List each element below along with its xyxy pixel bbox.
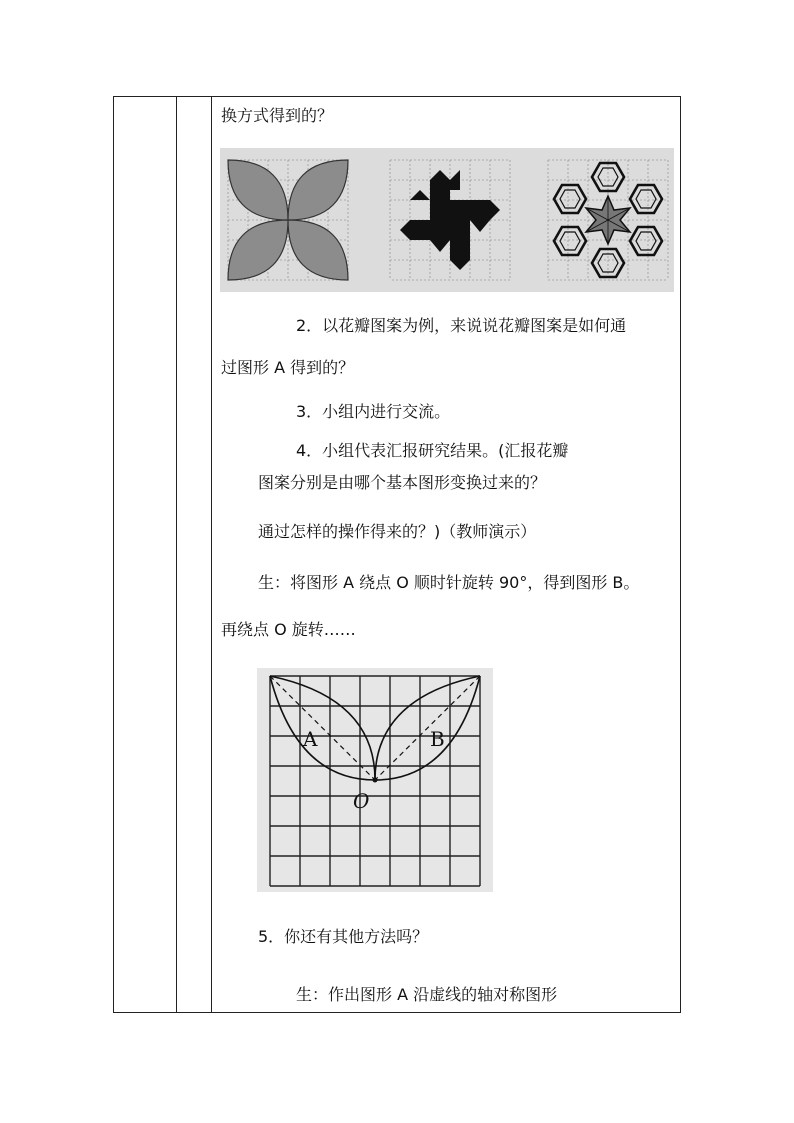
rotation-diagram — [257, 668, 493, 892]
column-divider — [176, 97, 177, 1012]
text-line: 生：将图形 A 绕点 O 顺时针旋转 90°，得到图形 B。 — [258, 573, 640, 592]
label-a: A — [303, 727, 318, 751]
text-line: 通过怎样的操作得来的？)（教师演示） — [258, 522, 537, 541]
label-o: O — [353, 789, 370, 813]
text-line: 过图形 A 得到的？ — [221, 358, 355, 377]
text-line: 3．小组内进行交流。 — [296, 402, 451, 421]
text-line: 2．以花瓣图案为例，来说说花瓣图案是如何通 — [296, 316, 627, 335]
text-line: 换方式得到的？ — [221, 106, 334, 125]
text-line: 5．你还有其他方法吗？ — [258, 927, 429, 946]
text-line: 生：作出图形 A 沿虚线的轴对称图形 — [296, 985, 558, 1004]
text-line: 4．小组代表汇报研究结果。(汇报花瓣 — [296, 441, 569, 460]
label-b: B — [430, 727, 445, 751]
text-line: 再绕点 O 旋转…… — [221, 620, 356, 639]
column-divider — [211, 97, 212, 1012]
patterns-photo — [220, 148, 674, 292]
petal-pattern — [228, 160, 348, 280]
text-line: 图案分别是由哪个基本图形变换过来的？ — [258, 473, 547, 492]
